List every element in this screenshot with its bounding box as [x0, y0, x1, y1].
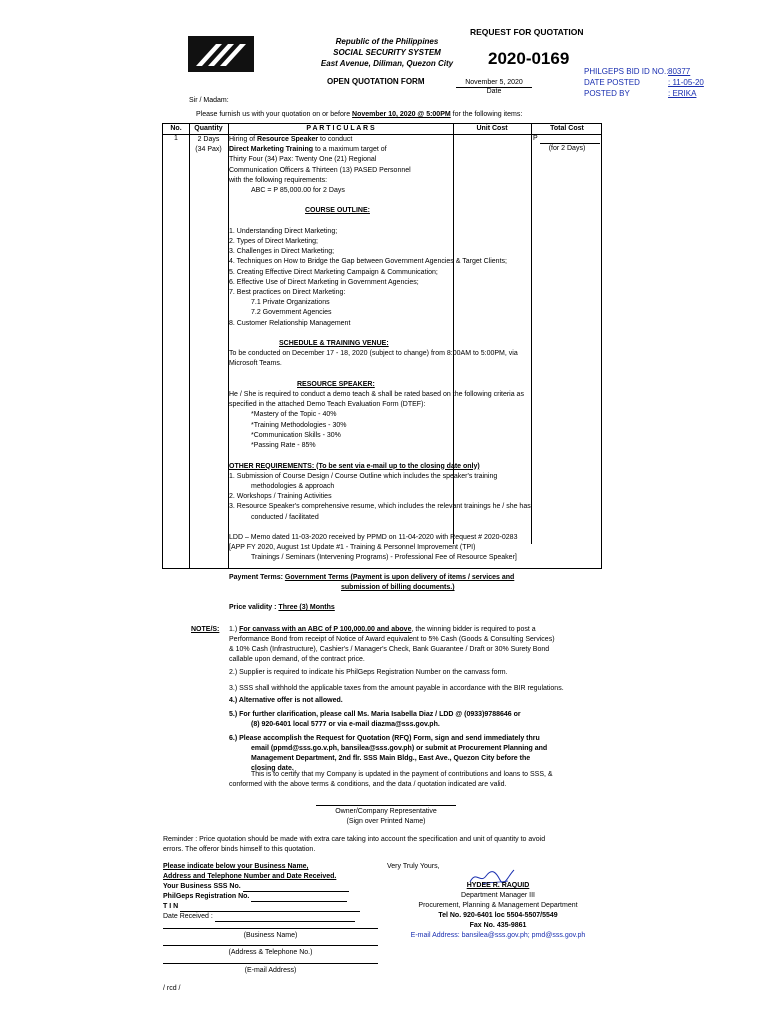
address-field[interactable]: (Address & Telephone No.)	[163, 945, 378, 958]
note-4: 4.) Alternative offer is not allowed.	[229, 697, 343, 704]
note-6-line: closing date.	[251, 765, 294, 772]
note-5-line: (8) 920-6401 local 5777 or via e-mail diazma@sss.gov.ph.	[251, 721, 440, 728]
schedule-line: Microsoft Teams.	[229, 360, 282, 368]
reminder-line: Reminder : Price quotation should be made with extra care taking into account the specification and unit of quantity to avoid	[163, 836, 546, 843]
sss-logo	[188, 36, 254, 72]
business-tin-field	[163, 902, 378, 912]
total-note: (for 2 Days)	[548, 145, 586, 152]
intro-after: for the following items:	[450, 111, 523, 118]
sss-blank[interactable]	[243, 884, 349, 892]
note-6-line: Management Department, 2nd flr. SSS Main Bldg., East Ave., Quezon City before the	[251, 755, 531, 762]
philgeps-value: : 11-05-20	[668, 78, 704, 87]
lead-line: Communication Officers & Thirteen (13) PASED Personnel	[229, 166, 411, 174]
signatory-fax: Fax No. 435-9861	[469, 922, 527, 929]
notes-list	[229, 625, 609, 774]
criteria-item: *Communication Skills - 30%	[251, 431, 341, 439]
rep-line: Owner/Company Representative	[335, 808, 437, 815]
course-outline-title: COURSE OUTLINE:	[305, 207, 370, 215]
qty-pax: (34 Pax)	[195, 146, 222, 154]
particulars-text	[229, 135, 609, 564]
rfq-title: REQUEST FOR QUOTATION	[470, 27, 584, 37]
org-line: East Avenue, Diliman, Quezon City	[320, 59, 454, 68]
date-received-label: Date Received :	[163, 913, 213, 920]
intro-line	[196, 111, 522, 119]
lead-line	[229, 135, 609, 145]
business-sss-field	[163, 882, 378, 892]
form-title: OPEN QUOTATION FORM	[327, 77, 425, 86]
salutation: Sir / Madam:	[189, 97, 229, 104]
note-5: 5.) For further clarification, please call Ms. Maria Isabella Diaz / LDD @ (0933)9788646 or	[229, 711, 521, 718]
outline-item: 3. Challenges in Direct Marketing;	[229, 248, 335, 256]
note-2: 2.) Supplier is required to indicate his PhilGeps Registration Number on the canvass form.	[229, 669, 508, 676]
note-1-line: Performance Bond from receipt of Notice of Award equivalent to 5% Cash (Goods & Consulting Services)	[229, 636, 555, 643]
reminder-line: errors. The offeror binds himself to this quotation.	[163, 846, 316, 853]
note-text: , the winning bidder is required to post a	[411, 626, 536, 633]
sss-label: Your Business SSS No.	[163, 883, 241, 890]
business-info	[163, 862, 378, 922]
org-line: SOCIAL SECURITY SYSTEM	[333, 48, 441, 57]
items-table	[162, 123, 602, 569]
criteria-item: *Mastery of the Topic - 40%	[251, 411, 337, 419]
outline-item: 7. Best practices on Direct Marketing:	[229, 289, 346, 297]
representative-signature	[316, 805, 456, 827]
lead-bold: Resource Speaker	[257, 136, 319, 143]
date-received-blank[interactable]	[215, 914, 355, 922]
lead-line: with the following requirements:	[229, 176, 328, 184]
certification	[229, 770, 599, 790]
outline-subitem: 7.1 Private Organizations	[251, 299, 330, 307]
other-item: methodologies & approach	[251, 482, 335, 490]
reminder	[163, 835, 613, 855]
lead-text: Hiring of	[229, 136, 258, 143]
schedule-line: To be conducted on December 17 - 18, 2020 (subject to change) from 8:00AM to 5:00PM, via	[229, 350, 518, 358]
philgeps-blank[interactable]	[251, 894, 347, 902]
notes-label: NOTE/S:	[191, 626, 220, 633]
ldd-line: Trainings / Seminars (Intervening Programs) - Professional Fee of Resource Speaker]	[251, 554, 517, 562]
note-3: 3.) SSS shall withhold the applicable taxes from the amount payable in accordance with the BIR regulations.	[229, 685, 564, 692]
ldd-line: [APP FY 2020, August 1st Update #1 - Training & Personnel Improvement (TPI)	[229, 544, 476, 552]
col-divider	[189, 124, 190, 568]
deadline: November 10, 2020 @ 5:00PM	[352, 111, 451, 118]
col-no: No.	[170, 125, 182, 132]
qty-days: 2 Days	[197, 136, 220, 143]
closing: Very Truly Yours,	[387, 863, 440, 870]
col-unit-cost: Unit Cost	[476, 125, 508, 132]
business-instruction: Please indicate below your Business Name,	[163, 863, 309, 870]
other-item: 1. Submission of Course Design / Course Outline which includes the speaker's training	[229, 472, 498, 480]
speaker-line: He / She is required to conduct a demo teach & shall be rated based on the following criteria as	[229, 391, 524, 399]
tin-label: T I N	[163, 903, 179, 910]
lead-line: Thirty Four (34) Pax: Twenty One (21) Regional	[229, 156, 377, 164]
note-1-line: callable upon demand, of the contract price.	[229, 656, 365, 663]
email-field[interactable]: (E-mail Address)	[163, 963, 378, 976]
form-date-block	[456, 79, 532, 97]
payment-terms	[229, 573, 514, 593]
organization-block	[262, 36, 512, 69]
org-line: Republic of the Philippines	[335, 37, 439, 46]
tin-blank[interactable]	[180, 904, 360, 912]
intro-before: Please furnish us with your quotation on or before	[196, 111, 353, 118]
philgeps-label: DATE POSTED	[584, 78, 640, 87]
note-6: 6.) Please accomplish the Request for Quotation (RFQ) Form, sign and send immediately thru	[229, 735, 540, 742]
ldd-line: LDD – Memo dated 11-03-2020 received by PPMD on 11-04-2020 with Request # 2020-0283	[229, 533, 518, 541]
lead-text: to conduct	[318, 136, 353, 143]
payment-line	[229, 573, 514, 583]
footer-initials: / rcd /	[163, 985, 181, 992]
lead-text: to a maximum target of	[313, 146, 387, 154]
col-particulars: P A R T I C U L A R S	[306, 125, 375, 132]
payment-value-2: submission of billing documents.)	[341, 584, 455, 591]
note-6-line: email (ppmd@sss.go.v.ph, bansilea@sss.gov.ph) or submit at Procurement Planning and	[251, 745, 548, 752]
philgeps-row	[584, 77, 704, 88]
note-prefix: 1.)	[229, 626, 240, 633]
signatory-block	[393, 881, 603, 941]
philgeps-row	[584, 88, 704, 99]
rfq-number: 2020-0169	[488, 49, 570, 68]
philgeps-label: POSTED BY	[584, 89, 630, 98]
lead-bold: Direct Marketing Training	[229, 146, 314, 154]
criteria-item: *Training Methodologies - 30%	[251, 421, 347, 429]
philgeps-value: : ERIKA	[668, 89, 697, 98]
certify-line: conformed with the above terms & conditions, and the data / quotation indicated are valid.	[229, 781, 507, 788]
philgeps-info	[584, 66, 704, 99]
philgeps-label: PhilGeps Registration No.	[163, 893, 250, 900]
rep-line: (Sign over Printed Name)	[346, 818, 426, 825]
abc-line: ABC = P 85,000.00 for 2 Days	[251, 187, 345, 195]
other-requirements-title: OTHER REQUIREMENTS: (To be sent via e-mail up to the closing date only)	[229, 462, 480, 470]
outline-item: 1. Understanding Direct Marketing;	[229, 227, 338, 235]
payment-value: Government Terms (Payment is upon delivery of items / services and	[284, 574, 515, 581]
note-1	[229, 625, 609, 635]
speaker-line: specified in the attached Demo Teach Evaluation Form (DTEF):	[229, 401, 426, 409]
philgeps-value: 80377	[668, 67, 691, 76]
outline-item: 8. Customer Relationship Management	[229, 319, 351, 327]
criteria-item: *Passing Rate - 85%	[251, 442, 316, 450]
outline-item: 6. Effective Use of Direct Marketing in Government Agencies;	[229, 278, 419, 286]
signatory-title: Department Manager III	[461, 892, 535, 899]
signatory-email[interactable]: E-mail Address: bansilea@sss.gov.ph; pmd@sss.gov.ph	[410, 932, 586, 939]
business-philgeps-field	[163, 892, 378, 902]
item-no: 1	[174, 135, 178, 142]
business-date-field	[163, 912, 378, 922]
philgeps-label: PHILGEPS BID ID NO.:	[584, 67, 669, 76]
validity-label: Price validity :	[229, 604, 279, 611]
signatory-tel: Tel No. 920-6401 loc 5504-5507/5549	[438, 912, 558, 919]
price-validity	[229, 603, 335, 613]
signatory-name: HYDEE R. RAQUID	[466, 882, 530, 889]
certify-line: This is to certify that my Company is updated in the payment of contributions and loans to SSS, &	[251, 771, 553, 778]
payment-label: Payment Terms:	[229, 574, 285, 581]
outline-item: 5. Creating Effective Direct Marketing Campaign & Communication;	[229, 268, 438, 276]
note-1-line: & 10% Cash (Infrastructure), Cashier's / Manager's Check, Bank Guarantee / Draft or 30% Surety Bond	[229, 646, 550, 653]
other-item: 2. Workshops / Training Activities	[229, 493, 332, 501]
col-quantity: Quantity	[194, 125, 223, 132]
outline-subitem: 7.2 Government Agencies	[251, 309, 332, 317]
outline-item: 4. Techniques on How to Bridge the Gap between Government Agencies & Target Clients;	[229, 258, 507, 266]
business-instruction: Address and Telephone Number and Date Received.	[163, 873, 337, 880]
outline-item: 2. Types of Direct Marketing;	[229, 238, 318, 246]
speaker-title: RESOURCE SPEAKER:	[297, 380, 375, 388]
peso-sign: P	[533, 135, 538, 142]
lead-line	[229, 145, 609, 155]
schedule-title: SCHEDULE & TRAINING VENUE:	[279, 340, 389, 348]
other-item: 3. Resource Speaker's comprehensive resume, which includes the relevant trainings he / she has	[229, 503, 531, 511]
date-label: Date	[486, 88, 502, 96]
item-quantity	[189, 135, 228, 155]
other-item: conducted / facilitated	[251, 513, 319, 521]
philgeps-row	[584, 66, 704, 77]
signatory-department: Procurement, Planning & Management Department	[418, 902, 578, 909]
validity-value: Three (3) Months	[278, 604, 335, 611]
note-bold: For canvass with an ABC of P 100,000.00 and above	[239, 626, 412, 633]
business-name-field[interactable]: (Business Name)	[163, 928, 378, 941]
form-date: November 5, 2020	[456, 79, 532, 88]
col-total-cost: Total Cost	[550, 125, 584, 132]
